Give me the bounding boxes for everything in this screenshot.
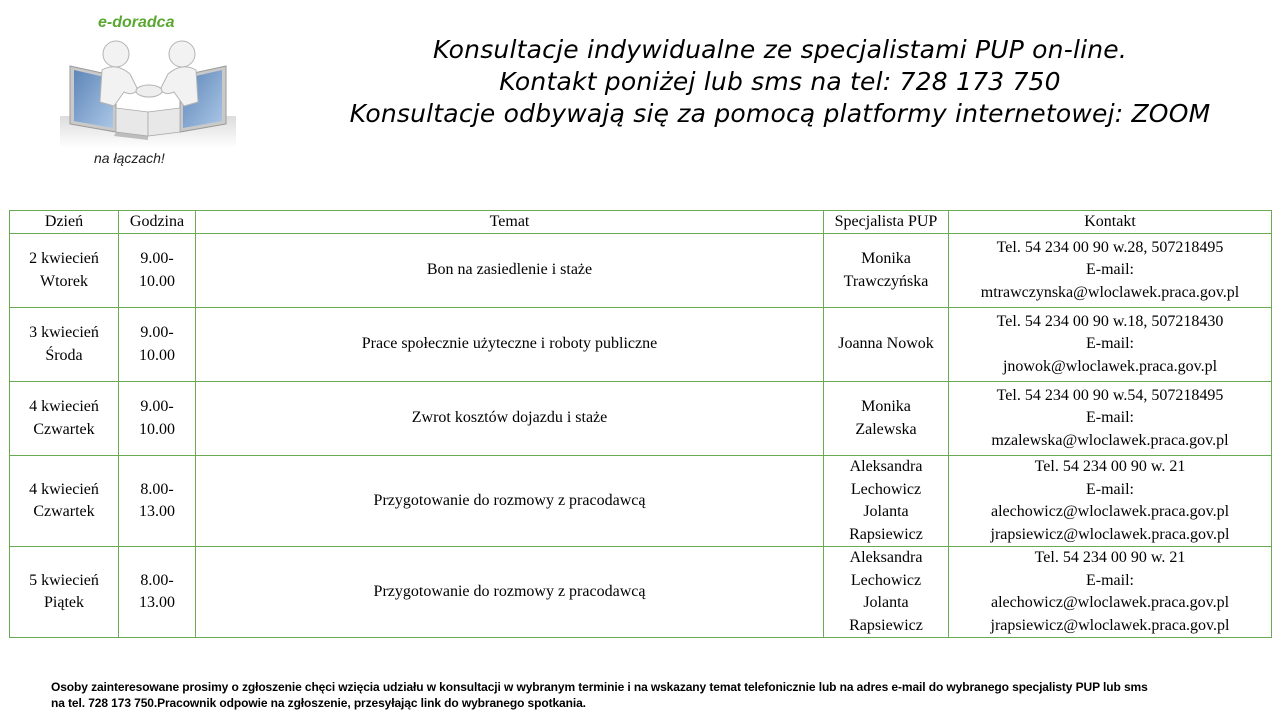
- day-weekday: Czwartek: [33, 503, 95, 520]
- table-row: [10, 547, 1272, 638]
- time-end: 13.00: [139, 503, 175, 520]
- page-header: [290, 34, 1270, 130]
- contact-phone: Tel. 54 234 00 90 w.54, 507218495: [996, 386, 1224, 404]
- specialist-line: Jolanta: [863, 594, 909, 611]
- specialist-line: Aleksandra: [849, 549, 923, 566]
- time-cell: [119, 547, 196, 638]
- contact-email-label: E-mail:: [1086, 480, 1134, 498]
- contact-cell: [949, 382, 1272, 456]
- specialist-cell: [824, 547, 949, 638]
- day-weekday: Czwartek: [33, 420, 95, 438]
- time-end: 13.00: [139, 594, 175, 611]
- contact-phone: Tel. 54 234 00 90 w. 21: [1034, 458, 1186, 475]
- contact-email-label: E-mail:: [1086, 571, 1134, 589]
- specialist-line: Trawczyńska: [843, 272, 929, 290]
- column-header-contact: Kontakt: [949, 211, 1272, 234]
- contact-email: jrapsiewicz@wloclawek.praca.gov.pl: [990, 616, 1230, 634]
- footer-line-1: Osoby zainteresowane prosimy o zgłoszenie chęci wzięcia udziału w konsultacji w wybranym terminie i na wskazany temat telefonicznie lub na adres e-mail do wybranego specjalisty PUP lub sms: [51, 680, 1148, 694]
- column-header-specialist: Specjalista PUP: [824, 211, 949, 234]
- specialist-cell: [824, 308, 949, 382]
- time-cell: [119, 234, 196, 308]
- time-start: 9.00-: [140, 324, 174, 341]
- day-cell: [10, 382, 119, 456]
- topic-cell: Przygotowanie do rozmowy z pracodawcą: [196, 547, 824, 638]
- contact-email: mzalewska@wloclawek.praca.gov.pl: [991, 431, 1229, 449]
- time-cell: [119, 456, 196, 547]
- time-end: 10.00: [139, 420, 175, 438]
- contact-cell: [949, 456, 1272, 547]
- specialist-line: Rapsiewicz: [849, 525, 923, 543]
- column-header-topic: Temat: [196, 211, 824, 234]
- day-date: 4 kwiecień: [29, 398, 99, 415]
- contact-cell: [949, 234, 1272, 308]
- contact-email: jrapsiewicz@wloclawek.praca.gov.pl: [990, 525, 1230, 543]
- time-start: 8.00-: [140, 480, 174, 498]
- handshake-laptops-icon: [58, 36, 238, 148]
- day-cell: [10, 234, 119, 308]
- header-line-1: Konsultacje indywidualne ze specjalistami PUP on-line.: [432, 35, 1128, 64]
- e-doradca-logo: [58, 10, 238, 175]
- contact-phone: Tel. 54 234 00 90 w.28, 507218495: [996, 238, 1224, 256]
- contact-email: jnowok@wloclawek.praca.gov.pl: [1002, 357, 1218, 375]
- time-cell: [119, 308, 196, 382]
- column-header-time: Godzina: [119, 211, 196, 234]
- day-cell: [10, 547, 119, 638]
- time-end: 10.00: [139, 346, 175, 364]
- specialist-cell: [824, 456, 949, 547]
- footer-note: [51, 679, 1261, 711]
- specialist-line: Lechowicz: [850, 571, 922, 589]
- specialist-line: Joanna Nowok: [838, 335, 934, 353]
- table-row: [10, 382, 1272, 456]
- day-weekday: Środa: [45, 346, 83, 364]
- time-start: 8.00-: [140, 571, 174, 589]
- contact-cell: [949, 547, 1272, 638]
- day-date: 2 kwiecień: [29, 250, 99, 267]
- specialist-line: Aleksandra: [849, 458, 923, 475]
- day-date: 4 kwiecień: [29, 480, 99, 498]
- contact-email: mtrawczynska@wloclawek.praca.gov.pl: [980, 283, 1240, 301]
- topic-cell: Bon na zasiedlenie i staże: [196, 234, 824, 308]
- header-line-3: Konsultacje odbywają się za pomocą platformy internetowej: ZOOM: [349, 99, 1211, 128]
- contact-phone: Tel. 54 234 00 90 w. 21: [1034, 549, 1186, 566]
- specialist-line: Zalewska: [855, 420, 917, 438]
- time-start: 9.00-: [140, 250, 174, 267]
- table-header-row: [10, 211, 1272, 234]
- header-line-2: Kontakt poniżej lub sms na tel: 728 173 750: [499, 67, 1061, 96]
- topic-cell: Przygotowanie do rozmowy z pracodawcą: [196, 456, 824, 547]
- time-end: 10.00: [139, 272, 175, 290]
- table-row: [10, 308, 1272, 382]
- table-row: [10, 234, 1272, 308]
- consultation-schedule-table: [9, 210, 1272, 638]
- topic-cell: Zwrot kosztów dojazdu i staże: [196, 382, 824, 456]
- topic-cell: Prace społecznie użyteczne i roboty publiczne: [196, 308, 824, 382]
- specialist-line: Monika: [861, 398, 911, 415]
- day-date: 5 kwiecień: [29, 571, 99, 589]
- contact-email: alechowicz@wloclawek.praca.gov.pl: [990, 503, 1230, 520]
- day-weekday: Piątek: [44, 594, 84, 611]
- contact-email: alechowicz@wloclawek.praca.gov.pl: [990, 594, 1230, 611]
- logo-subtitle: na łączach!: [94, 150, 165, 166]
- contact-email-label: E-mail:: [1086, 335, 1134, 353]
- day-cell: [10, 456, 119, 547]
- footer-line-2: na tel. 728 173 750.Pracownik odpowie na zgłoszenie, przesyłając link do wybranego spotkania.: [51, 696, 586, 710]
- day-date: 3 kwiecień: [29, 324, 99, 341]
- column-header-day: Dzień: [10, 211, 119, 234]
- specialist-line: Rapsiewicz: [849, 616, 923, 634]
- contact-email-label: E-mail:: [1086, 409, 1134, 427]
- time-start: 9.00-: [140, 398, 174, 415]
- logo-title: e-doradca: [98, 14, 175, 31]
- table-row: [10, 456, 1272, 547]
- specialist-line: Lechowicz: [850, 480, 922, 498]
- time-cell: [119, 382, 196, 456]
- day-cell: [10, 308, 119, 382]
- contact-email-label: E-mail:: [1086, 261, 1134, 279]
- contact-phone: Tel. 54 234 00 90 w.18, 507218430: [996, 312, 1224, 330]
- specialist-line: Monika: [861, 250, 911, 267]
- specialist-cell: [824, 382, 949, 456]
- day-weekday: Wtorek: [40, 272, 88, 290]
- specialist-cell: [824, 234, 949, 308]
- contact-cell: [949, 308, 1272, 382]
- specialist-line: Jolanta: [863, 503, 909, 520]
